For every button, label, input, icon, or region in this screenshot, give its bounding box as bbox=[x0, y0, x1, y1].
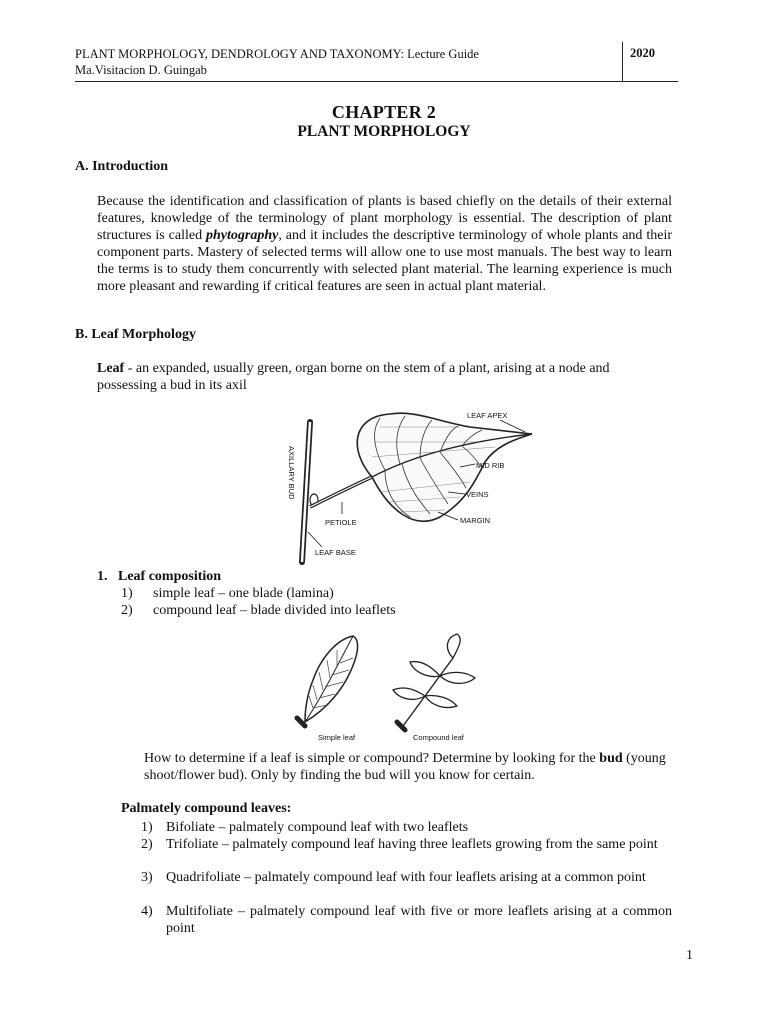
intro-text-before: Because the identification and classification of plants is based chiefly on the details of their external features, knowledge of the terminology of plant morphology is essential. The description of plant structures is called bbox=[97, 194, 672, 244]
intro-text-after: , and it includes the descriptive terminology of whole plants and their component parts. Mastery of selected terms will allow one to use most manuals. The best way to learn the terms is to study them concurrently with selected plant material. The learning experience is much more pleasant and rewarding if critical features are seen in actual plant material. bbox=[97, 228, 673, 295]
chapter-title: PLANT MORPHOLOGY bbox=[297, 123, 471, 140]
course-title: PLANT MORPHOLOGY, DENDROLOGY AND TAXONOMY: Lecture Guide bbox=[75, 47, 479, 61]
item-number: 2) bbox=[121, 603, 133, 618]
bud-note bbox=[144, 750, 674, 784]
header-rule bbox=[75, 81, 678, 82]
compound-leaf-label: Compound leaf bbox=[413, 733, 464, 742]
header-year: 2020 bbox=[630, 46, 655, 60]
item-text: Bifoliate – palmately compound leaf with two leaflets bbox=[166, 820, 469, 835]
item-number: 2) bbox=[141, 837, 153, 852]
simple-leaf-drawing bbox=[297, 636, 358, 726]
composition-number: 1. bbox=[97, 569, 108, 584]
section-b-heading: B. Leaf Morphology bbox=[75, 327, 196, 342]
header-divider bbox=[622, 42, 623, 81]
introduction-paragraph bbox=[97, 193, 672, 296]
leaf-term: Leaf bbox=[97, 361, 125, 376]
author-name: Ma.Visitacion D. Guingab bbox=[75, 63, 207, 77]
bud-term: bud bbox=[599, 751, 623, 766]
leaf-definition-text: - an expanded, usually green, organ borne on the stem of a plant, arising at a node and possessing a bud in its axil bbox=[97, 361, 610, 394]
compound-leaf-drawing bbox=[393, 634, 475, 730]
petiole-highlight bbox=[310, 477, 372, 507]
list-item bbox=[121, 585, 672, 602]
item-number: 3) bbox=[141, 870, 153, 885]
item-text: compound leaf – blade divided into leaflets bbox=[153, 603, 396, 618]
label-leaf-apex: LEAF APEX bbox=[467, 411, 508, 420]
label-margin: MARGIN bbox=[460, 516, 490, 525]
label-axillary-bud: AXILLARY BUD bbox=[287, 446, 296, 500]
label-veins: VEINS bbox=[466, 490, 489, 499]
list-item bbox=[141, 836, 672, 870]
bud-note-after: (young shoot/flower bud). Only by finding the bud will you know for certain. bbox=[144, 751, 666, 784]
simple-compound-diagram bbox=[285, 630, 485, 745]
simple-leaf-label: Simple leaf bbox=[318, 733, 356, 742]
page-number: 1 bbox=[686, 948, 693, 963]
list-item bbox=[141, 903, 672, 937]
list-item bbox=[121, 602, 672, 619]
item-text: Multifoliate – palmately compound leaf with five or more leaflets arising at a common point bbox=[166, 904, 672, 936]
item-text: Quadrifoliate – palmately compound leaf with four leaflets arising at a common point bbox=[166, 870, 646, 885]
composition-heading bbox=[97, 569, 221, 585]
leaf-definition bbox=[97, 360, 672, 394]
item-number: 1) bbox=[141, 820, 153, 835]
section-a-heading: A. Introduction bbox=[75, 159, 169, 174]
leaf-parts-diagram bbox=[280, 402, 550, 567]
label-mid-rib: MID RIB bbox=[476, 461, 505, 470]
label-petiole: PETIOLE bbox=[325, 518, 357, 527]
label-leaf-base: LEAF BASE bbox=[315, 548, 356, 557]
list-item bbox=[141, 819, 672, 836]
running-header bbox=[75, 46, 479, 78]
chapter-number: CHAPTER 2 bbox=[331, 102, 437, 122]
list-item bbox=[141, 869, 672, 903]
phytography-term: phytography bbox=[206, 228, 279, 244]
composition-title: Leaf composition bbox=[118, 569, 222, 584]
palmate-heading: Palmately compound leaves: bbox=[121, 801, 292, 816]
item-text: Trifoliate – palmately compound leaf having three leaflets growing from the same point bbox=[166, 837, 658, 852]
item-number: 4) bbox=[141, 904, 153, 919]
bud-note-before: How to determine if a leaf is simple or compound? Determine by looking for the bbox=[144, 751, 600, 766]
item-text: simple leaf – one blade (lamina) bbox=[153, 586, 334, 601]
item-number: 1) bbox=[121, 586, 133, 601]
